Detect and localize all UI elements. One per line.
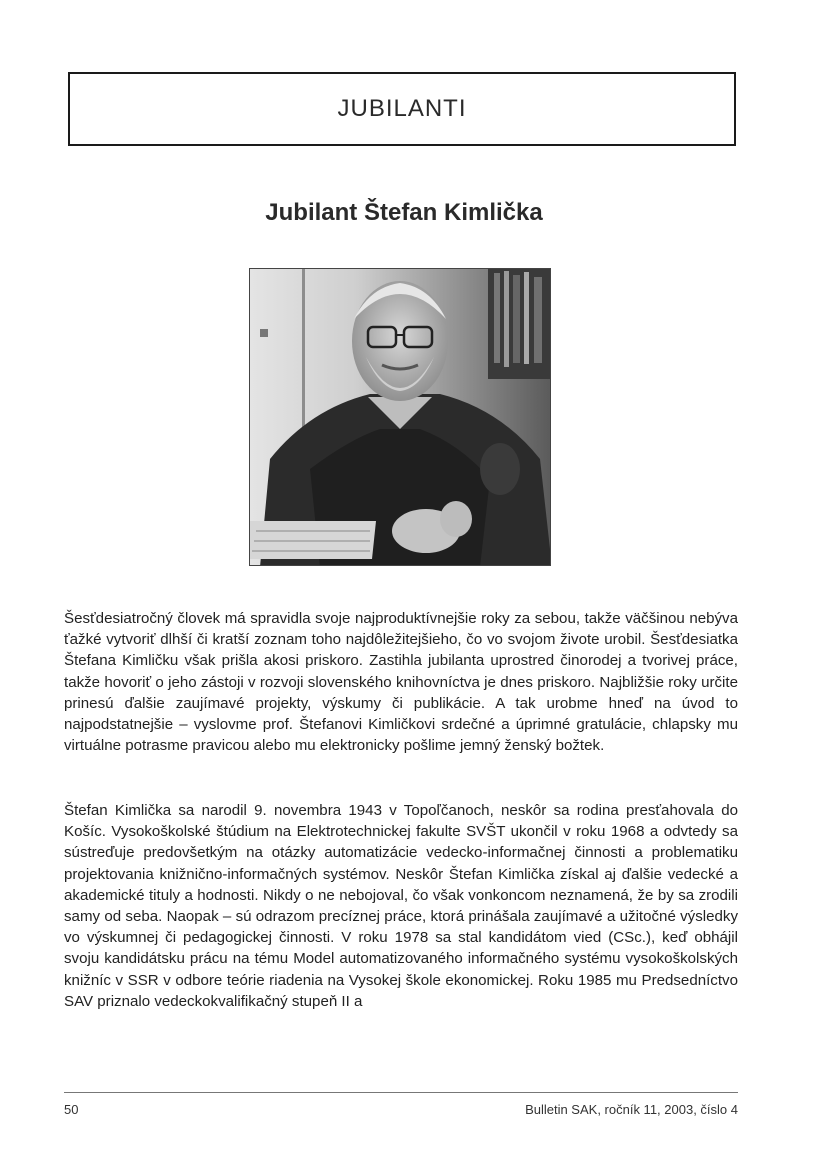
footer-divider: [64, 1092, 738, 1093]
paragraph-2: Štefan Kimlička sa narodil 9. novembra 1943 v Topoľčanoch, neskôr sa rodina presťahovala do Košíc. Vysokoškolské štúdium na Elektrotechnickej fakulte SVŠT ukončil v roku 1968 a odvtedy sa sústreďuje predovšetkým na otázky automatizácie vedecko-informačnej činnosti a problematiku projektovania knižnično-informačných systémov. Neskôr Štefan Kimlička získal aj ďalšie vedecké a akademické tituly a hodnosti. Nikdy o ne nebojoval, čo však vonkoncom neznamená, že by sa zrodili samy od seba. Naopak – sú odrazom precíznej práce, ktorá prinášala zaujímavé a užitočné výsledky vo výskumnej či pedagogickej činnosti. V roku 1978 sa stal kandidátom vied (CSc.), keď obhájil svoju kandidátsku prácu na tému Model automatizovaného informačného systému vysokoškolských knižníc v SSR v odbore teórie riadenia na Vysokej škole ekonomickej. Roku 1985 mu Predsedníctvo SAV priznalo vedeckokvalifikačný stupeň II a: [64, 802, 738, 1010]
portrait-photo: [249, 268, 551, 566]
article-title: Jubilant Štefan Kimlička: [265, 199, 543, 226]
paragraph-1: Šesťdesiatročný človek má spravidla svoje najproduktívnejšie roky za sebou, takže väčšinou nebýva ťažké vytvoriť dlhší či kratší zoznam toho najdôležitejšieho, čo vo svojom živote urobil. Šesťdesiatka Štefana Kimličku však prišla akosi priskoro. Zastihla jubilanta uprostred činorodej a tvorivej práce, takže hovoriť o jeho zástoji v rozvoji slovenského knihovníctva je dnes priskoro. Najbližšie roky určite prinesú ďalšie zaujímavé projekty, výskumy či publikácie. A tak urobme hneď na úvod to najpodstatnejšie – vyslovme prof. Štefanovi Kimličkovi srdečné a úprimné gratulácie, chlapsky mu virtuálne potrasme pravicou alebo mu elektronicky pošlime jemný ženský božtek.: [64, 610, 738, 755]
section-header-box: [68, 72, 736, 146]
section-title: JUBILANTI: [337, 95, 467, 122]
page-number: 50: [64, 1102, 79, 1117]
journal-info: Bulletin SAK, ročník 11, 2003, číslo 4: [525, 1102, 738, 1117]
